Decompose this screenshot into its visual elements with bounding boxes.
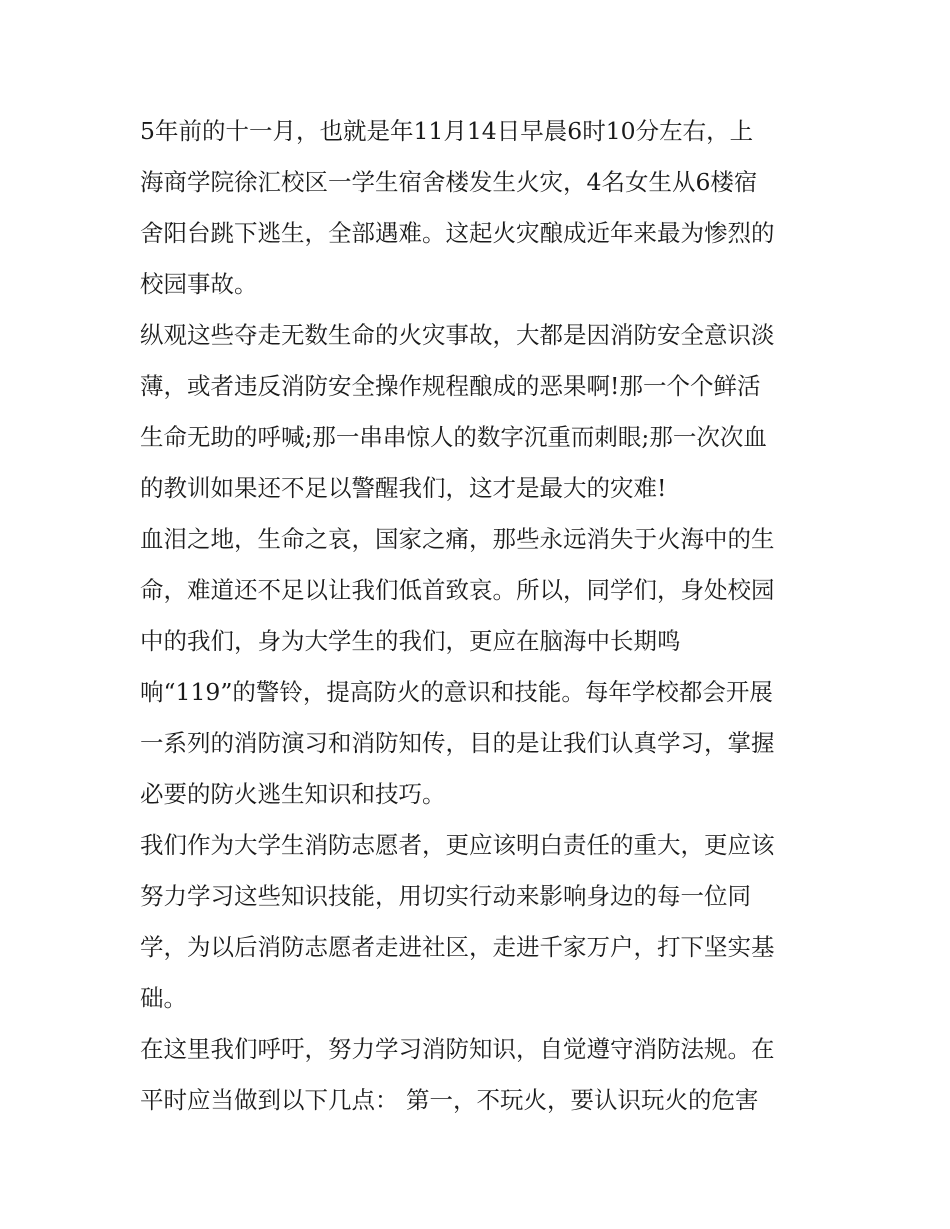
- text-line: 舍阳台跳下逃生，全部遇难。这起火灾酿成近年来最为惨烈的: [140, 219, 775, 247]
- text-line: 努力学习这些知识技能，用切实行动来影响身边的每一位同: [140, 882, 751, 910]
- text-line: 纵观这些夺走无数生命的火灾事故，大都是因消防安全意识淡: [140, 321, 775, 349]
- text-line: 平时应当做到以下几点： 第一，不玩火，要认识玩火的危害: [140, 1086, 759, 1114]
- text-line: 血泪之地，生命之哀，国家之痛，那些永远消失于火海中的生: [140, 525, 775, 553]
- text-line: 础。: [140, 984, 187, 1012]
- text-line: 海商学院徐汇校区一学生宿舍楼发生火灾，4名女生从6楼宿: [140, 168, 758, 196]
- text-line: 薄，或者违反消防安全操作规程酿成的恶果啊!那一个个鲜活: [140, 372, 761, 400]
- text-line: 的教训如果还不足以警醒我们，这才是最大的灾难!: [140, 474, 667, 502]
- text-line: 生命无助的呼喊;那一串串惊人的数字沉重而刺眼;那一次次血: [140, 423, 767, 451]
- text-line: 一系列的消防演习和消防知传，目的是让我们认真学习，掌握: [140, 729, 775, 757]
- text-line: 在这里我们呼吁，努力学习消防知识，自觉遵守消防法规。在: [140, 1035, 775, 1063]
- text-line: 5年前的十一月，也就是年11月14日早晨6时10分左右，上: [140, 117, 754, 145]
- text-line: 必要的防火逃生知识和技巧。: [140, 780, 446, 808]
- document-body: [140, 106, 820, 1126]
- text-line: 命，难道还不足以让我们低首致哀。所以，同学们，身处校园: [140, 576, 775, 604]
- text-line: 响“119”的警铃，提高防火的意识和技能。每年学校都会开展: [140, 678, 773, 706]
- text-line: 学，为以后消防志愿者走进社区，走进千家万户，打下坚实基: [140, 933, 775, 961]
- text-line: 校园事故。: [140, 270, 258, 298]
- text-line: 中的我们，身为大学生的我们，更应在脑海中长期鸣: [140, 627, 681, 655]
- text-line: 我们作为大学生消防志愿者，更应该明白责任的重大，更应该: [140, 831, 775, 859]
